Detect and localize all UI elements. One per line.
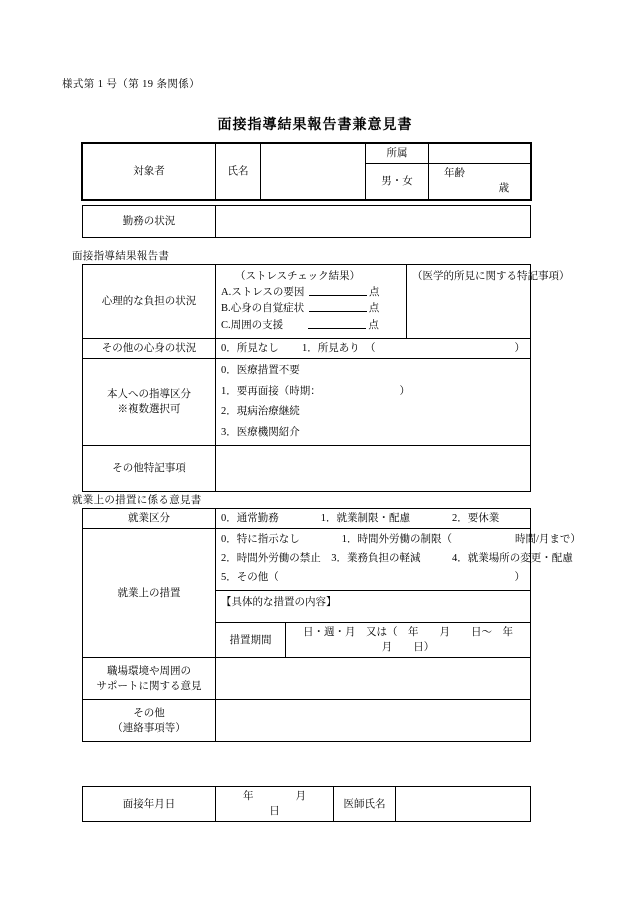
guidance-sublabel: ※複数選択可 bbox=[117, 404, 181, 416]
work-status-label: 勤務の状況 bbox=[83, 206, 216, 238]
guidance-option-2[interactable]: 2．現病治療継続 bbox=[221, 406, 300, 418]
interview-date-field[interactable]: 年 月 日 bbox=[216, 787, 334, 822]
measures-other-suffix: ） bbox=[514, 572, 525, 583]
stress-item-a-unit: 点 bbox=[369, 287, 380, 299]
environment-label-cell bbox=[83, 658, 216, 700]
other-notes-label: その他特記事項 bbox=[83, 446, 216, 492]
stress-item-a-key: A. bbox=[221, 287, 232, 299]
stress-item-b[interactable] bbox=[221, 300, 401, 316]
form-number: 様式第 1 号（第 19 条関係） bbox=[62, 79, 201, 90]
other-physical-options[interactable] bbox=[216, 339, 531, 359]
measures-other-prefix: 5．その他（ bbox=[221, 572, 279, 583]
table-row bbox=[83, 359, 531, 446]
stress-item-a-input[interactable] bbox=[309, 284, 367, 296]
stress-check-header: （ストレスチェック結果） bbox=[235, 271, 361, 282]
guidance-option-0[interactable]: 0．医療措置不要 bbox=[221, 365, 300, 377]
medical-note-header: （医学的所見に関する特記事項） bbox=[412, 271, 570, 282]
age-unit: 歳 bbox=[498, 183, 510, 195]
table-row bbox=[83, 658, 531, 700]
stress-item-a-text: ストレスの要因 bbox=[231, 287, 305, 299]
guidance-label-cell bbox=[83, 359, 216, 446]
table-row bbox=[83, 446, 531, 492]
psych-label: 心理的な負担の状況 bbox=[83, 265, 216, 339]
affiliation-field[interactable] bbox=[429, 144, 531, 164]
stress-item-b-key: B. bbox=[221, 303, 231, 315]
guidance-label: 本人への指導区分 bbox=[107, 388, 191, 400]
table-row bbox=[83, 529, 531, 591]
stress-item-b-input[interactable] bbox=[309, 300, 367, 312]
other-label-cell bbox=[83, 700, 216, 742]
stress-item-b-text: 心身の自覚症状 bbox=[230, 303, 305, 315]
report-table bbox=[82, 264, 570, 492]
gender-label[interactable]: 男・女 bbox=[366, 164, 429, 199]
period-label: 措置期間 bbox=[216, 622, 286, 657]
other-physical-label: その他の心身の状況 bbox=[83, 339, 216, 359]
table-row bbox=[83, 265, 531, 339]
affiliation-label: 所属 bbox=[366, 144, 429, 164]
doctor-name-field[interactable] bbox=[396, 787, 531, 822]
footer-table bbox=[82, 786, 531, 822]
environment-field[interactable] bbox=[216, 658, 531, 700]
work-status-field[interactable] bbox=[216, 206, 531, 238]
table-row bbox=[83, 700, 531, 742]
measures-detail-header: 【具体的な措置の内容】 bbox=[221, 596, 337, 608]
work-class-label: 就業区分 bbox=[83, 509, 216, 529]
guidance-options[interactable] bbox=[216, 359, 531, 446]
other-physical-close: ） bbox=[514, 343, 525, 354]
other-field[interactable] bbox=[216, 700, 531, 742]
stress-check-cell bbox=[216, 265, 407, 339]
name-label: 氏名 bbox=[216, 144, 261, 200]
measures-options[interactable] bbox=[216, 529, 581, 591]
age-label: 年齢 bbox=[444, 168, 465, 180]
table-row bbox=[83, 144, 531, 164]
period-field[interactable]: 日・週・月 又は（ 年 月 日〜 年 月 日） bbox=[286, 622, 531, 657]
measures-option-line-1[interactable]: 0．特に指示なし 1．時間外労働の制限（ 時間/月まで） bbox=[221, 534, 581, 546]
stress-item-c-text: 周囲の支援 bbox=[230, 319, 284, 331]
subject-table bbox=[82, 143, 531, 200]
stress-item-a[interactable] bbox=[221, 284, 401, 300]
measures-label: 就業上の措置 bbox=[83, 529, 216, 658]
doctor-name-label: 医師氏名 bbox=[334, 787, 396, 822]
guidance-option-1[interactable]: 1．要再面接（時期： ） bbox=[221, 385, 410, 397]
stress-item-c[interactable] bbox=[221, 317, 401, 333]
page-title: 面接指導結果報告書兼意見書 bbox=[217, 118, 413, 133]
other-physical-opt0[interactable]: 0．所見なし bbox=[221, 343, 279, 354]
work-class-options[interactable]: 0．通常勤務 1．就業制限・配慮 2．要休業 bbox=[216, 509, 531, 529]
measures-option-line-3[interactable] bbox=[221, 569, 525, 588]
measures-option-line-2[interactable]: 2．時間外労働の禁止 3．業務負担の軽減 4．就業場所の変更・配慮 bbox=[221, 553, 573, 565]
stress-item-c-input[interactable] bbox=[308, 317, 366, 329]
subject-label: 対象者 bbox=[83, 144, 216, 200]
stress-item-c-unit: 点 bbox=[368, 319, 379, 331]
interview-date-label: 面接年月日 bbox=[83, 787, 216, 822]
opinion-table bbox=[82, 508, 581, 742]
stress-item-b-unit: 点 bbox=[368, 303, 380, 315]
environment-label-line-2: サポートに関する意見 bbox=[96, 680, 202, 692]
table-row bbox=[83, 206, 531, 238]
measures-detail-cell[interactable] bbox=[216, 590, 531, 622]
guidance-option-3[interactable]: 3．医療機関紹介 bbox=[221, 426, 300, 438]
table-row bbox=[83, 339, 531, 359]
opinion-section-caption: 就業上の措置に係る意見書 bbox=[72, 495, 202, 506]
other-physical-opt1[interactable]: 1．所見あり （ bbox=[302, 343, 376, 354]
table-row bbox=[83, 509, 531, 529]
work-status-table bbox=[82, 205, 531, 238]
other-label-line-1: その他 bbox=[133, 707, 165, 719]
environment-label-line-1: 職場環境や周囲の bbox=[107, 665, 191, 677]
age-cell[interactable] bbox=[429, 164, 531, 199]
other-notes-field[interactable] bbox=[216, 446, 531, 492]
report-section-caption: 面接指導結果報告書 bbox=[72, 251, 170, 262]
name-field[interactable] bbox=[261, 144, 366, 200]
other-label-line-2: （連絡事項等） bbox=[112, 722, 186, 734]
stress-item-c-key: C. bbox=[221, 319, 231, 331]
medical-note-cell[interactable] bbox=[407, 265, 570, 339]
table-row bbox=[83, 787, 531, 822]
